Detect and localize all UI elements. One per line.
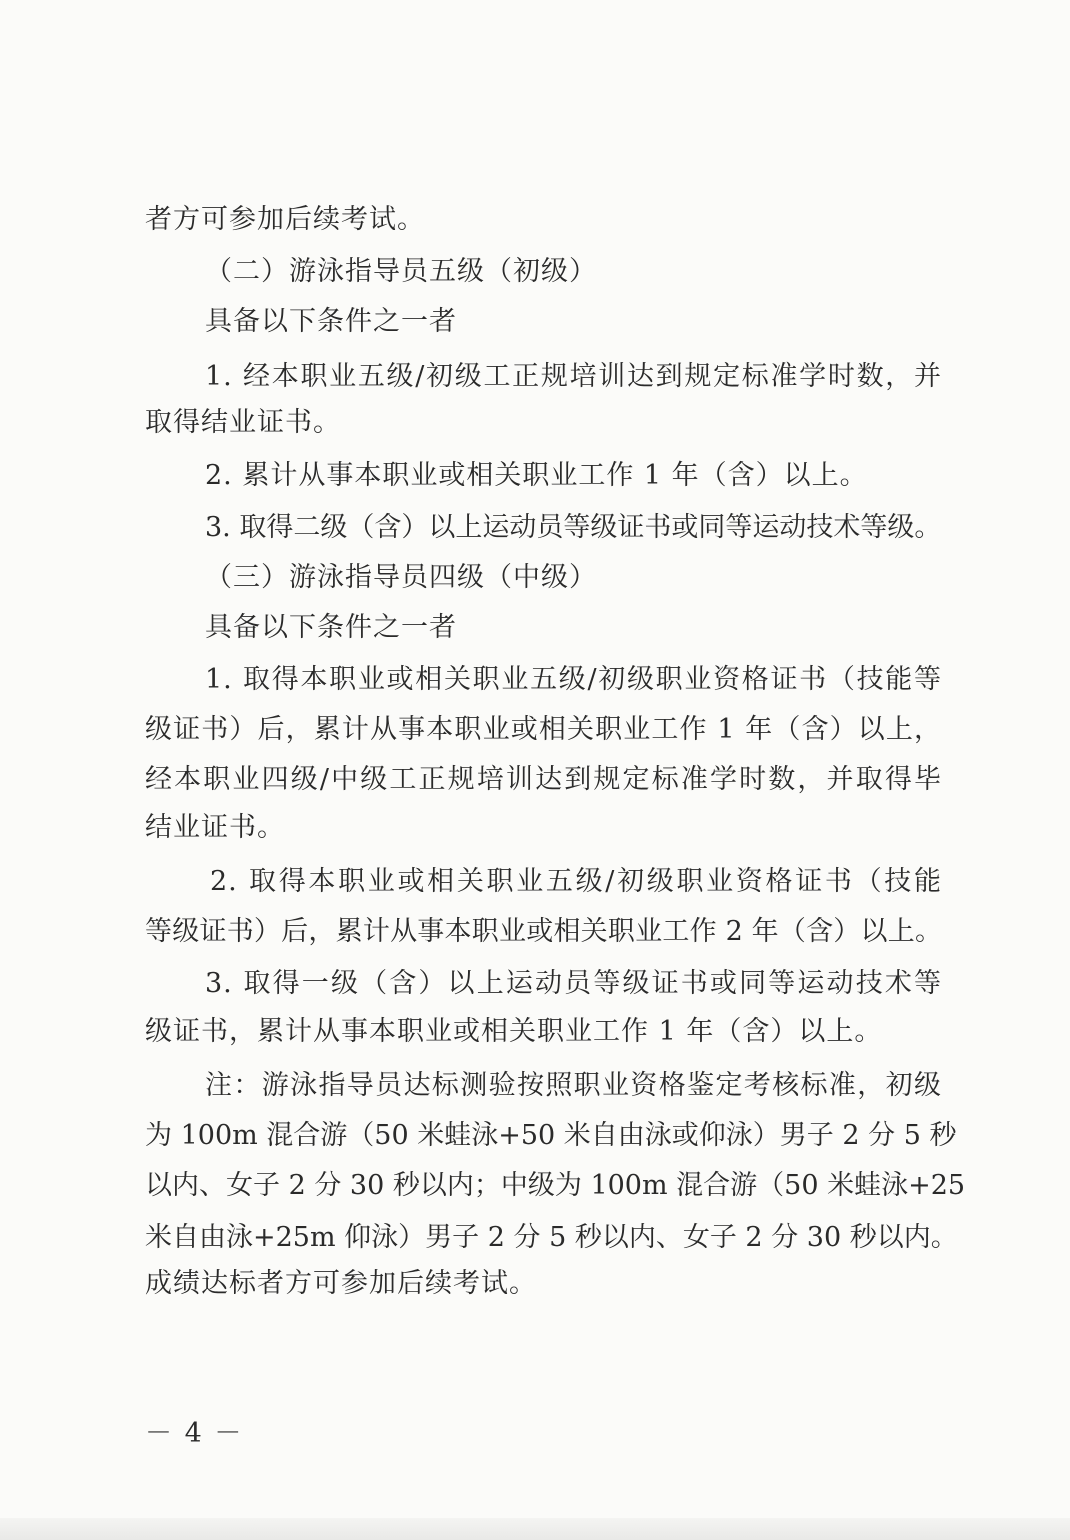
section-heading-level-5: （二）游泳指导员五级（初级） xyxy=(205,256,597,287)
text-line-item-1b-cont-1: 级证书）后，累计从事本职业或相关职业工作 1 年（含）以上， xyxy=(145,714,942,745)
text-line-item-1: 1. 经本职业五级/初级工正规培训达到规定标准学时数，并 xyxy=(205,361,942,392)
page-number: － 4 － xyxy=(145,1418,244,1449)
text-line-item-3b-cont: 级证书，累计从事本职业或相关职业工作 1 年（含）以上。 xyxy=(145,1016,883,1047)
text-line-condition-intro-2: 具备以下条件之一者 xyxy=(205,612,457,643)
text-line-item-1b-cont-3: 结业证书。 xyxy=(145,812,285,843)
page-bottom-edge xyxy=(0,1518,1070,1540)
text-line-item-2b-cont: 等级证书）后，累计从事本职业或相关职业工作 2 年（含）以上。 xyxy=(145,916,942,947)
text-line-item-1-cont: 取得结业证书。 xyxy=(145,407,341,438)
text-line-item-3: 3. 取得二级（含）以上运动员等级证书或同等运动技术等级。 xyxy=(205,512,942,543)
text-line-note-cont-1: 为 100m 混合游（50 米蛙泳+50 米自由泳或仰泳）男子 2 分 5 秒 xyxy=(145,1120,957,1151)
text-line-item-2: 2. 累计从事本职业或相关职业工作 1 年（含）以上。 xyxy=(205,460,868,491)
text-line-note-cont-2: 以内、女子 2 分 30 秒以内；中级为 100m 混合游（50 米蛙泳+25 xyxy=(145,1170,966,1201)
text-line-note: 注：游泳指导员达标测验按照职业资格鉴定考核标准，初级 xyxy=(205,1070,942,1101)
text-line-item-1b-cont-2: 经本职业四级/中级工正规培训达到规定标准学时数，并取得毕 xyxy=(145,764,942,795)
text-line-condition-intro: 具备以下条件之一者 xyxy=(205,306,457,337)
text-line-continuation: 者方可参加后续考试。 xyxy=(145,204,425,235)
text-line-item-1b: 1. 取得本职业或相关职业五级/初级职业资格证书（技能等 xyxy=(205,664,942,695)
text-line-note-cont-4: 成绩达标者方可参加后续考试。 xyxy=(145,1268,537,1299)
text-line-note-cont-3: 米自由泳+25m 仰泳）男子 2 分 5 秒以内、女子 2 分 30 秒以内。 xyxy=(145,1222,958,1253)
text-line-item-2b: 2. 取得本职业或相关职业五级/初级职业资格证书（技能 xyxy=(210,866,942,897)
section-heading-level-4: （三）游泳指导员四级（中级） xyxy=(205,562,597,593)
text-line-item-3b: 3. 取得一级（含）以上运动员等级证书或同等运动技术等 xyxy=(205,968,942,999)
